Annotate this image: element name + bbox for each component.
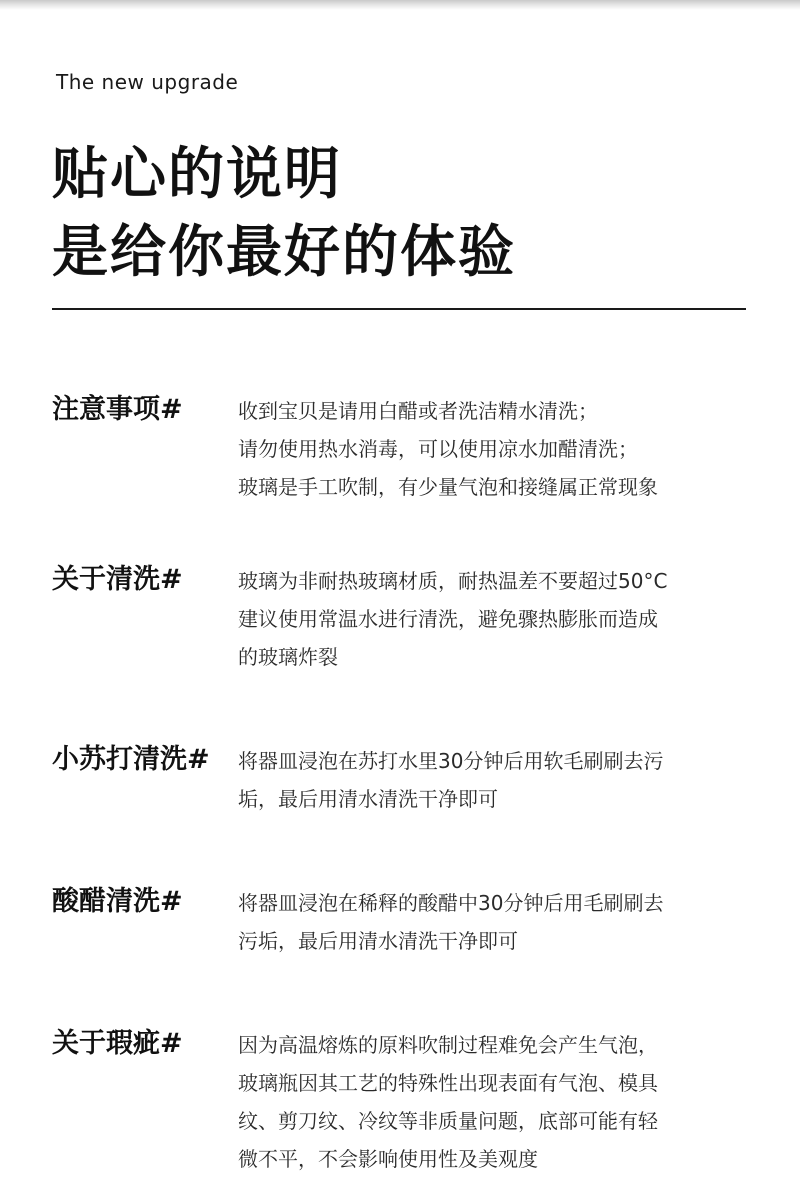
section-line: 因为高温熔炼的原料吹制过程难免会产生气泡， <box>238 1033 658 1057</box>
section-body <box>238 562 738 676</box>
eyebrow-text: The new upgrade <box>56 70 239 94</box>
header-divider <box>52 308 746 310</box>
section-body <box>238 742 738 818</box>
headline <box>52 136 516 292</box>
section-line: 玻璃瓶因其工艺的特殊性出现表面有气泡、模具 <box>238 1071 658 1095</box>
section-line: 污垢，最后用清水清洗干净即可 <box>238 929 518 953</box>
section-title: 注意事项# <box>52 394 183 425</box>
section-line: 建议使用常温水进行清洗，避免骤热膨胀而造成 <box>238 607 658 631</box>
section-line: 玻璃为非耐热玻璃材质，耐热温差不要超过50°C <box>238 569 668 593</box>
section-line: 将器皿浸泡在稀释的酸醋中30分钟后用毛刷刷去 <box>238 891 664 915</box>
section-body <box>238 884 738 960</box>
section-line: 请勿使用热水消毒，可以使用凉水加醋清洗； <box>238 437 638 461</box>
section-line: 微不平，不会影响使用性及美观度 <box>238 1147 538 1171</box>
headline-line-2: 是给你最好的体验 <box>52 220 516 285</box>
section-line: 的玻璃炸裂 <box>238 645 338 669</box>
section-body <box>238 1026 738 1178</box>
headline-line-1: 贴心的说明 <box>52 142 342 207</box>
section-line: 玻璃是手工吹制，有少量气泡和接缝属正常现象 <box>238 475 658 499</box>
section-title: 关于瑕疵# <box>52 1028 183 1059</box>
section-body <box>238 392 738 506</box>
section-title: 关于清洗# <box>52 564 183 595</box>
section-title: 小苏打清洗# <box>52 744 210 775</box>
section-line: 纹、剪刀纹、冷纹等非质量问题，底部可能有轻 <box>238 1109 658 1133</box>
section-line: 收到宝贝是请用白醋或者洗洁精水清洗； <box>238 399 598 423</box>
top-gradient-bar <box>0 0 800 10</box>
section-line: 将器皿浸泡在苏打水里30分钟后用软毛刷刷去污 <box>238 749 664 773</box>
section-title: 酸醋清洗# <box>52 886 183 917</box>
section-line: 垢，最后用清水清洗干净即可 <box>238 787 498 811</box>
